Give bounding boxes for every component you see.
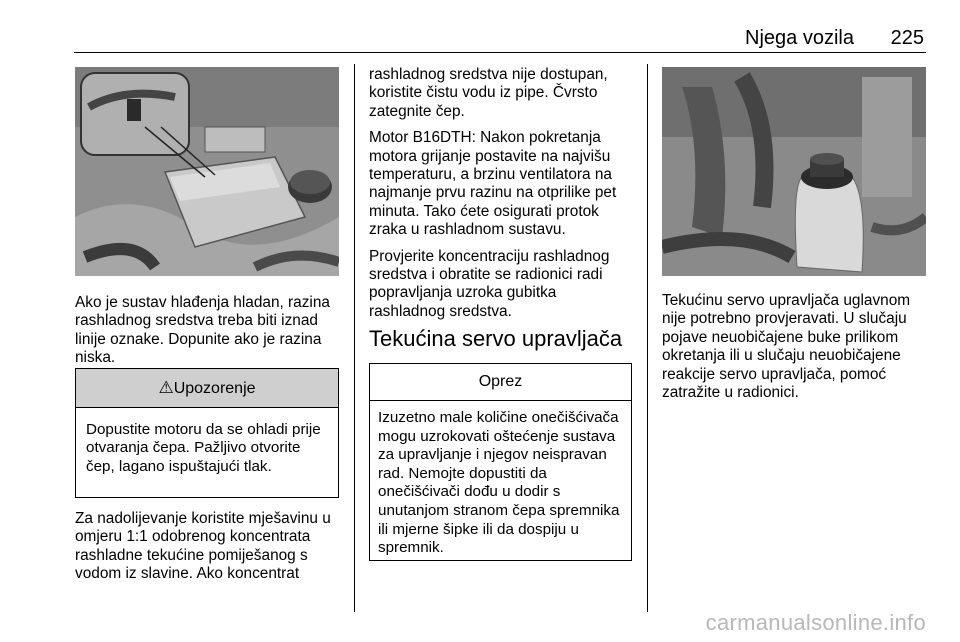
watermark: carmanualsonline.info [705, 610, 926, 635]
section-heading-power-steering: Tekućina servo upravljača [369, 326, 623, 351]
coolant-water-paragraph: rashladnog sredstva nije dostupan, koristite čistu vodu iz pipe. Čvrsto zategnite čep. [369, 66, 608, 120]
warning-title: Upozorenje [173, 380, 256, 397]
section-title: Njega vozila [745, 27, 854, 49]
caution-text: Izuzetno male količine onečišćivača mogu uzrokovati oštećenje sustava za upravljanje i njegov neispravan rad. Nemojte dopustiti da onečišćivači dođu u dodir s unutanjom stranom čepa spremnika ili mjerne šipke ili da dospiju u spremnik. [378, 409, 620, 557]
column-divider-right [647, 64, 648, 612]
warning-text: Dopustite motoru da se ohladi prije otvaranja čepa. Pažljivo otvorite čep, lagano ispuštajući tlak. [86, 421, 321, 475]
engine-b16dth-paragraph: Motor B16DTH: Nakon pokretanja motora grijanje postavite na najvišu temperaturu, a brzinu ventilatora na najmanje prvu razinu na otprilike pet minuta. Tako ćete osigurati protok zraka u rashladnom sustavu. [369, 129, 617, 239]
page-number: 225 [890, 27, 924, 49]
power-steering-reservoir-photo [662, 67, 926, 276]
warning-box-header [76, 369, 338, 408]
power-steering-paragraph: Tekućinu servo upravljača uglavnom nije potrebno provjeravati. U slučaju pojave neuobičajene buke prilikom okretanja ili u slučaju neuobičajene reakcije servo upravljača, pomoć zatražite u radionici. [662, 292, 911, 402]
coolant-mixture-paragraph: Za nadolijevanje koristite mješavinu u omjeru 1:1 odobrenog koncentrata rashladne tekućine pomiješanog s vodom iz slavine. Ako koncentrat [75, 510, 331, 583]
coolant-reservoir-photo [75, 67, 339, 276]
warning-box [75, 368, 339, 498]
caution-title: Oprez [370, 364, 631, 401]
caution-box [369, 363, 632, 561]
coolant-level-paragraph: Ako je sustav hlađenja hladan, razina rashladnog sredstva treba biti iznad linije oznake. Dopunite ako je razina niska. [75, 294, 330, 367]
column-divider-left [354, 64, 355, 612]
page-header [74, 22, 926, 53]
coolant-concentration-paragraph: Provjerite koncentraciju rashladnog sredstva i obratite se radionici radi popravljanja uzroka gubitka rashladnog sredstva. [369, 247, 610, 320]
warning-triangle-icon: ⚠ [158, 378, 174, 397]
